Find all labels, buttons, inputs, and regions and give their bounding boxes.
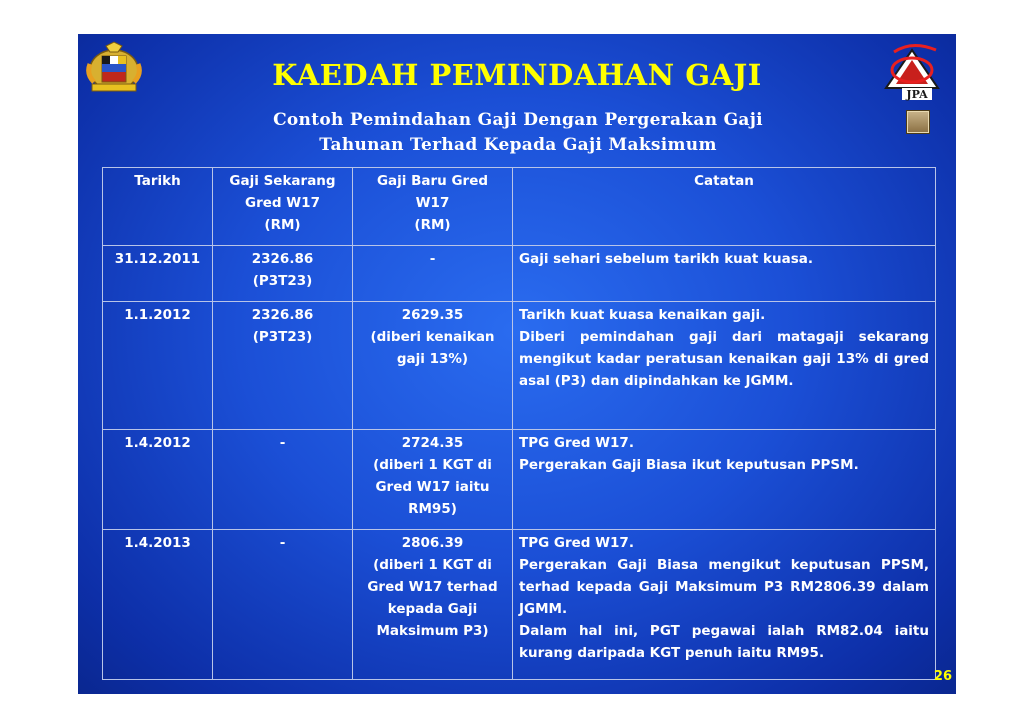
cell-current-salary: 2326.86 (P3T23) xyxy=(213,302,353,430)
table-row xyxy=(103,246,936,302)
header-current-salary: Gaji Sekarang Gred W17 (RM) xyxy=(213,168,353,246)
cell-current-salary: - xyxy=(213,430,353,530)
salary-transfer-table xyxy=(102,167,936,680)
cell-new-salary: - xyxy=(353,246,513,302)
slide-subtitle xyxy=(228,108,808,158)
jpa-logo-text: JPA xyxy=(906,88,928,101)
table-header-row xyxy=(103,168,936,246)
cell-new-salary: 2629.35 (diberi kenaikan gaji 13%) xyxy=(353,302,513,430)
header-date: Tarikh xyxy=(103,168,213,246)
cell-date: 31.12.2011 xyxy=(103,246,213,302)
cell-notes: Tarikh kuat kuasa kenaikan gaji. Diberi pemindahan gaji dari matagaji sekarang mengikut kadar peratusan kenaikan gaji 13% di gred asal (P3) dan dipindahkan ke JGMM. xyxy=(513,302,936,430)
header-new-salary: Gaji Baru Gred W17 (RM) xyxy=(353,168,513,246)
subtitle-line-2: Tahunan Terhad Kepada Gaji Maksimum xyxy=(319,135,717,155)
home-button[interactable] xyxy=(906,110,930,134)
header-notes: Catatan xyxy=(513,168,936,246)
table-row xyxy=(103,530,936,680)
slide xyxy=(78,34,956,694)
subtitle-line-1: Contoh Pemindahan Gaji Dengan Pergerakan Gaji xyxy=(273,110,763,130)
cell-notes: TPG Gred W17. Pergerakan Gaji Biasa mengikut keputusan PPSM, terhad kepada Gaji Maksimum P3 RM2806.39 dalam JGMM. Dalam hal ini, PGT pegawai ialah RM82.04 iaitu kurang daripada KGT penuh iaitu RM95. xyxy=(513,530,936,680)
table-row xyxy=(103,302,936,430)
cell-date: 1.4.2013 xyxy=(103,530,213,680)
page-number: 26 xyxy=(933,669,952,684)
slide-title: KAEDAH PEMINDAHAN GAJI xyxy=(272,58,762,92)
cell-date: 1.1.2012 xyxy=(103,302,213,430)
cell-notes: Gaji sehari sebelum tarikh kuat kuasa. xyxy=(513,246,936,302)
cell-notes: TPG Gred W17. Pergerakan Gaji Biasa ikut keputusan PPSM. xyxy=(513,430,936,530)
cell-new-salary: 2724.35 (diberi 1 KGT di Gred W17 iaitu RM95) xyxy=(353,430,513,530)
cell-current-salary: 2326.86 (P3T23) xyxy=(213,246,353,302)
cell-date: 1.4.2012 xyxy=(103,430,213,530)
table-row xyxy=(103,430,936,530)
cell-new-salary: 2806.39 (diberi 1 KGT di Gred W17 terhad kepada Gaji Maksimum P3) xyxy=(353,530,513,680)
cell-current-salary: - xyxy=(213,530,353,680)
